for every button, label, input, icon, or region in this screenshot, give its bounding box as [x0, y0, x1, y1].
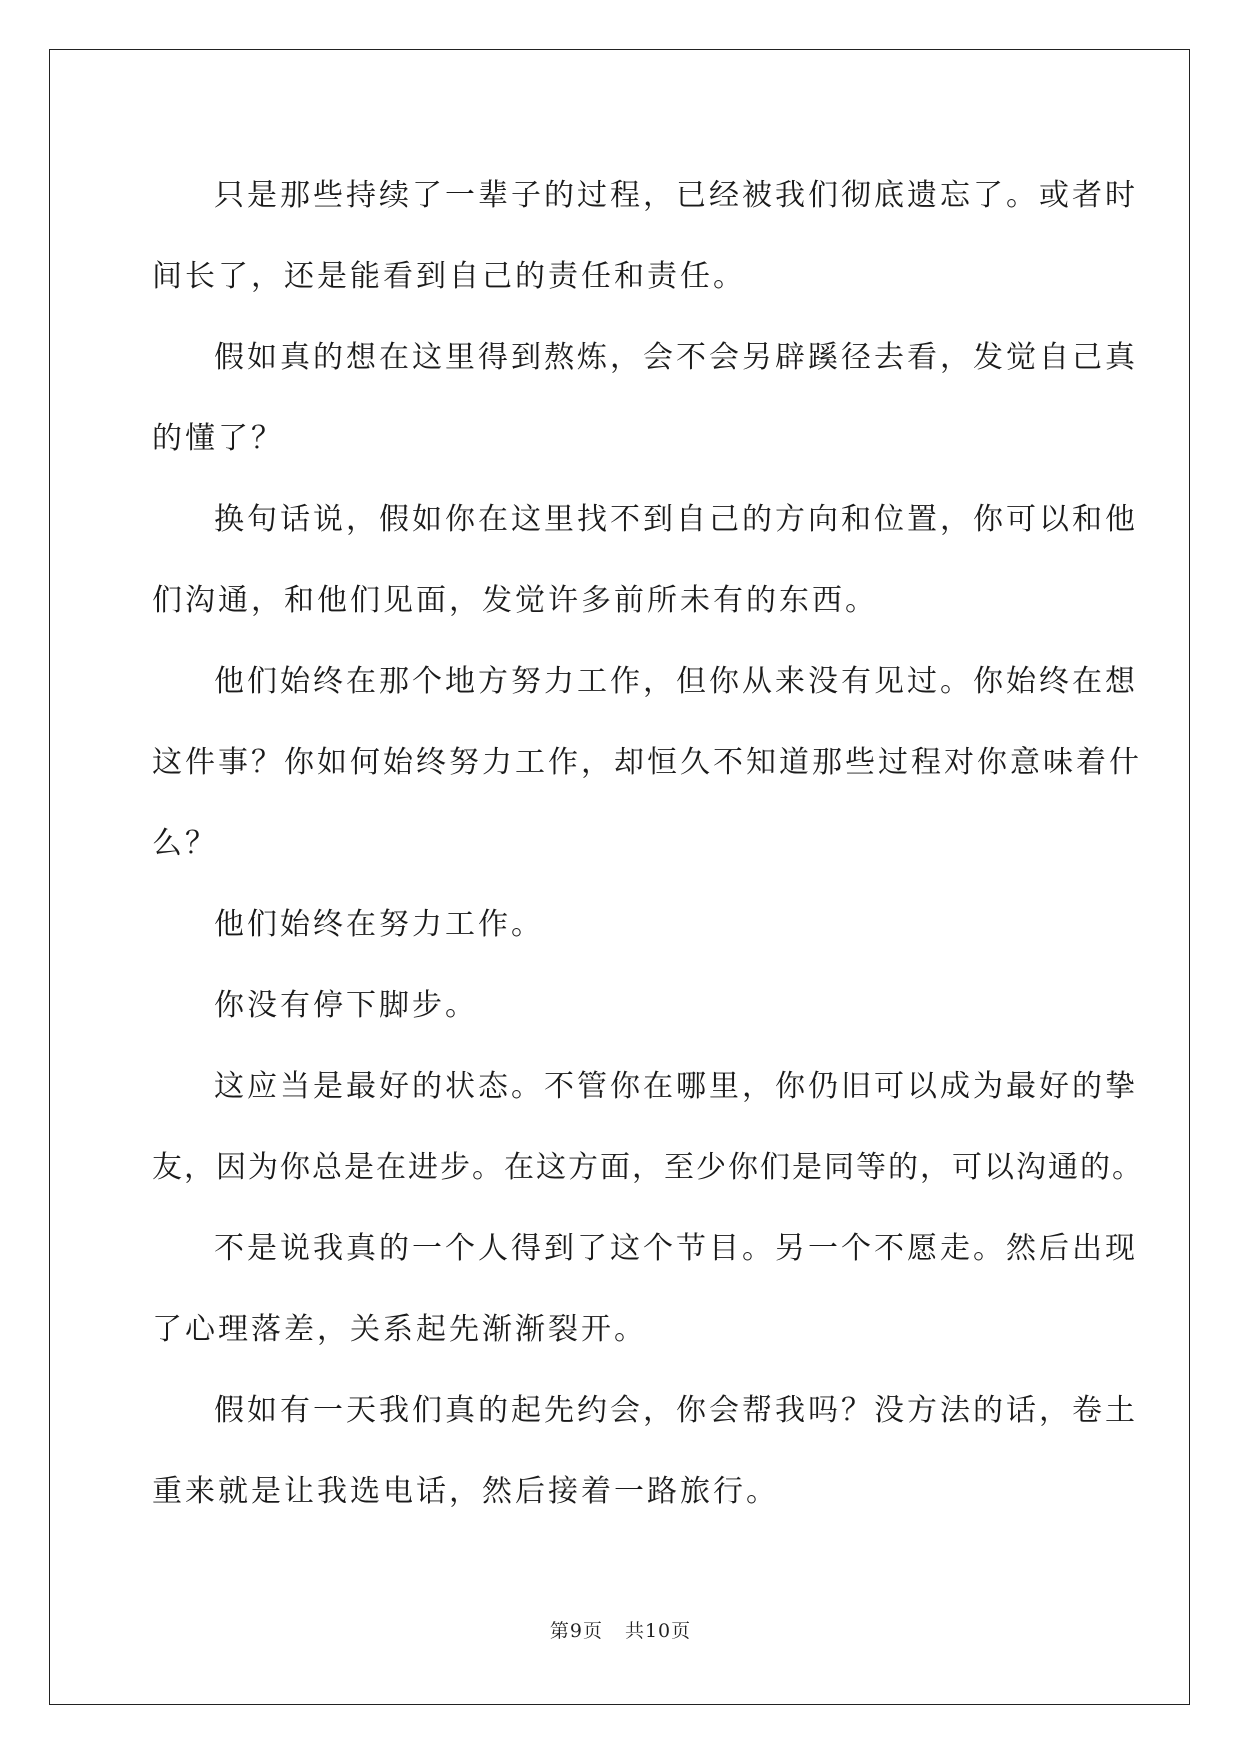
- text-line: 假如真的想在这里得到熬炼，会不会另辟蹊径去看，发觉自己真: [214, 340, 1138, 375]
- text-line: 们沟通，和他们见面，发觉许多前所未有的东西。: [152, 583, 878, 618]
- paragraph-9: [152, 1370, 1138, 1532]
- paragraph-5: [152, 884, 1098, 965]
- paragraph-4: [152, 641, 1142, 884]
- text-line: 不是说我真的一个人得到了这个节目。另一个不愿走。然后出现: [214, 1231, 1138, 1266]
- text-line: 假如有一天我们真的起先约会，你会帮我吗？没方法的话，卷土: [214, 1393, 1138, 1428]
- text-line: 你没有停下脚步。: [214, 988, 478, 1023]
- paragraph-3: [152, 479, 1138, 641]
- paragraph-2: [152, 317, 1138, 479]
- document-body: [152, 155, 1144, 1532]
- text-line: 间长了，还是能看到自己的责任和责任。: [152, 259, 746, 294]
- text-line: 友，因为你总是在进步。在这方面，至少你们是同等的，可以沟通的。: [152, 1150, 1144, 1185]
- paragraph-1: [152, 155, 1138, 317]
- text-line: 只是那些持续了一辈子的过程，已经被我们彻底遗忘了。或者时: [214, 178, 1138, 213]
- paragraph-6: [152, 965, 1098, 1046]
- text-line: 换句话说，假如你在这里找不到自己的方向和位置，你可以和他: [214, 502, 1138, 537]
- page-number: 第9页: [549, 1620, 603, 1642]
- text-line: 了心理落差，关系起先渐渐裂开。: [152, 1312, 647, 1347]
- text-line: 重来就是让我选电话，然后接着一路旅行。: [152, 1474, 779, 1509]
- paragraph-8: [152, 1208, 1138, 1370]
- text-line: 他们始终在努力工作。: [214, 907, 544, 942]
- page-total: 共10页: [624, 1620, 692, 1642]
- text-line: 他们始终在那个地方努力工作，但你从来没有见过。你始终在想: [214, 664, 1138, 699]
- text-line: 这件事？你如何始终努力工作，却恒久不知道那些过程对你意味着什: [152, 745, 1142, 780]
- paragraph-7: [152, 1046, 1144, 1208]
- text-line: 的懂了？: [152, 421, 284, 456]
- text-line: 么？: [152, 826, 218, 861]
- page-footer: [0, 1616, 1241, 1643]
- text-line: 这应当是最好的状态。不管你在哪里，你仍旧可以成为最好的挚: [214, 1069, 1138, 1104]
